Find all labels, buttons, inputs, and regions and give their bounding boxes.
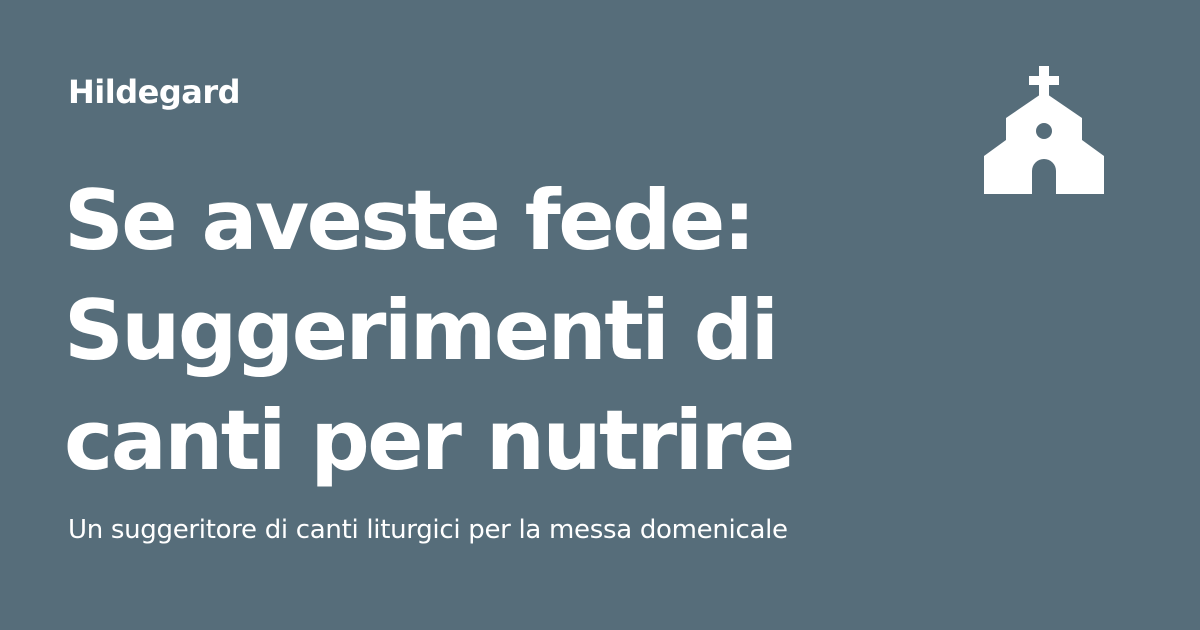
- church-icon: [982, 66, 1106, 194]
- title-line-2: Suggerimenti di: [64, 282, 777, 379]
- brand-name: Hildegard: [68, 73, 241, 111]
- title-line-3: canti per nutrire: [64, 392, 793, 489]
- title-line-1: Se aveste fede:: [64, 172, 754, 269]
- subtitle: Un suggeritore di canti liturgici per la messa domenicale: [68, 515, 788, 545]
- page-title: [64, 166, 964, 496]
